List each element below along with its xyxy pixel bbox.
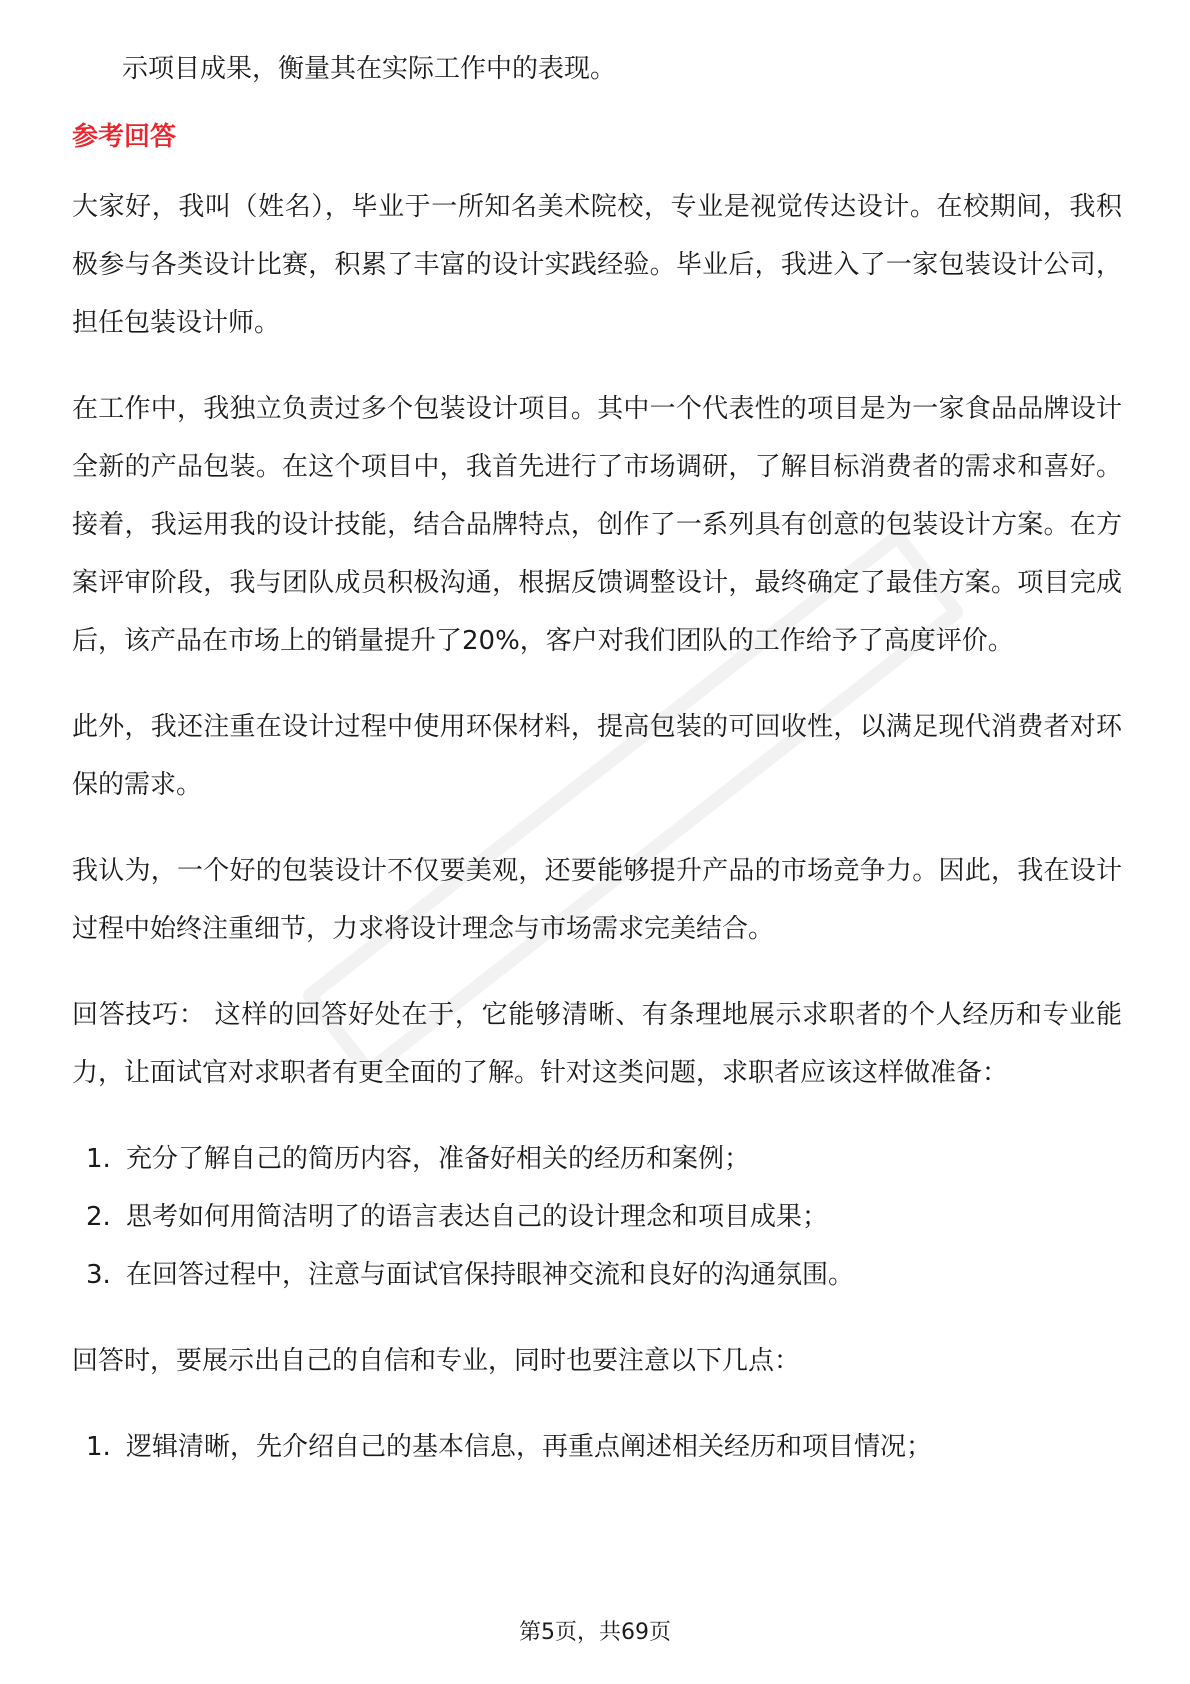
list-number: 1. bbox=[86, 1144, 111, 1174]
paragraph-opinion: 我认为，一个好的包装设计不仅要美观，还要能够提升产品的市场竞争力。因此，我在设计过程中始终注重细节，力求将设计理念与市场需求完美结合。 bbox=[72, 856, 1122, 944]
list-item bbox=[72, 1188, 1122, 1246]
list-number: 1. bbox=[86, 1432, 111, 1462]
document-body bbox=[72, 40, 1122, 1504]
paragraph-eco: 此外，我还注重在设计过程中使用环保材料，提高包装的可回收性，以满足现代消费者对环保的需求。 bbox=[72, 712, 1122, 800]
list-text: 充分了解自己的简历内容，准备好相关的经历和案例； bbox=[126, 1144, 751, 1174]
list-text: 在回答过程中，注意与面试官保持眼神交流和良好的沟通氛围。 bbox=[126, 1260, 855, 1290]
paragraph-notes: 回答时，要展示出自己的自信和专业，同时也要注意以下几点： bbox=[72, 1346, 801, 1376]
list-item bbox=[72, 1418, 1122, 1476]
page-number: 第5页，共69页 bbox=[519, 1620, 671, 1645]
list-text: 思考如何用简洁明了的语言表达自己的设计理念和项目成果； bbox=[126, 1202, 829, 1232]
list-number: 3. bbox=[86, 1260, 111, 1290]
list-item bbox=[72, 1246, 1122, 1304]
paragraph-work: 在工作中，我独立负责过多个包装设计项目。其中一个代表性的项目是为一家食品品牌设计全新的产品包装。在这个项目中，我首先进行了市场调研，了解目标消费者的需求和喜好。接着，我运用我的设计技能，结合品牌特点，创作了一系列具有创意的包装设计方案。在方案评审阶段，我与团队成员积极沟通，根据反馈调整设计，最终确定了最佳方案。项目完成后，该产品在市场上的销量提升了20%，客户对我们团队的工作给予了高度评价。 bbox=[72, 394, 1122, 656]
paragraph-tips: 回答技巧： 这样的回答好处在于，它能够清晰、有条理地展示求职者的个人经历和专业能力，让面试官对求职者有更全面的了解。针对这类问题，求职者应该这样做准备： bbox=[72, 1000, 1122, 1088]
paragraph-intro: 大家好，我叫（姓名），毕业于一所知名美术院校，专业是视觉传达设计。在校期间，我积极参与各类设计比赛，积累了丰富的设计实践经验。毕业后，我进入了一家包装设计公司，担任包装设计师。 bbox=[72, 192, 1122, 338]
section-heading: 参考回答 bbox=[72, 122, 177, 152]
prep-list bbox=[72, 1130, 1122, 1304]
notes-list bbox=[72, 1418, 1122, 1476]
list-item bbox=[72, 1130, 1122, 1188]
list-number: 2. bbox=[86, 1202, 111, 1232]
list-text: 逻辑清晰，先介绍自己的基本信息，再重点阐述相关经历和项目情况； bbox=[126, 1432, 933, 1462]
continuation-line: 示项目成果，衡量其在实际工作中的表现。 bbox=[122, 54, 617, 84]
